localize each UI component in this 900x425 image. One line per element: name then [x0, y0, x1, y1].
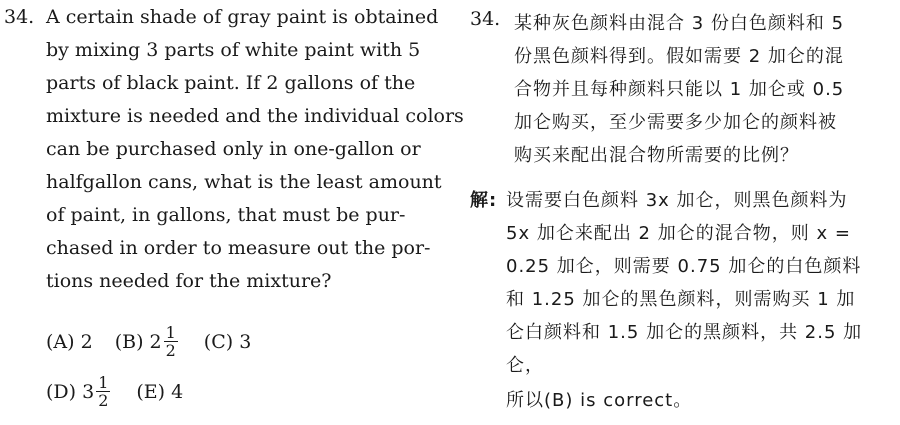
question-number: 34.: [4, 6, 35, 28]
question-line: can be purchased only in one-gallon or: [46, 138, 421, 160]
option-b-prefix: (B) 2: [114, 330, 162, 353]
solution-conclusion: 所以(B) is correct。: [506, 390, 693, 411]
solution-label: 解:: [470, 190, 498, 211]
fraction-denominator: 2: [98, 391, 109, 410]
question-line: chased in order to measure out the por-: [46, 237, 431, 259]
option-d-fraction: [96, 374, 110, 409]
question-line: 某种灰色颜料由混合 3 份白色颜料和 5: [514, 13, 845, 34]
option-d-prefix: (D) 3: [46, 380, 95, 403]
fraction-numerator: 1: [165, 323, 176, 342]
solution-line: 设需要白色颜料 3x 加仑，则黑色颜料为: [506, 190, 848, 211]
question-line: 合物并且每种颜料只能以 1 加仑或 0.5: [514, 79, 845, 100]
answer-options-row-2: [46, 374, 183, 409]
option-c: (C) 3: [203, 330, 252, 353]
question-number: 34.: [470, 8, 501, 30]
solution-line: 0.25 加仑，则需要 0.75 加仑的白色颜料: [506, 256, 862, 277]
question-line: parts of black paint. If 2 gallons of the: [46, 72, 416, 94]
question-line: 加仑购买，至少需要多少加仑的颜料被: [514, 112, 837, 133]
solution-line: 5x 加仑来配出 2 加仑的混合物，则 x =: [506, 223, 851, 244]
question-line: mixture is needed and the individual colors: [46, 105, 464, 127]
answer-options-row-1: [46, 324, 251, 359]
option-b-fraction: [164, 324, 178, 359]
option-a: (A) 2: [46, 330, 93, 353]
fraction-denominator: 2: [165, 341, 176, 360]
question-line: by mixing 3 parts of white paint with 5: [46, 39, 421, 61]
option-e: (E) 4: [136, 380, 184, 403]
question-line: of paint, in gallons, that must be pur-: [46, 204, 406, 226]
question-line: A certain shade of gray paint is obtained: [46, 6, 439, 28]
solution-line: 仑白颜料和 1.5 加仑的黑颜料，共 2.5 加: [506, 322, 863, 343]
solution-line: 仑，: [506, 355, 544, 376]
question-line: halfgallon cans, what is the least amount: [46, 171, 442, 193]
question-line: 购买来配出混合物所需要的比例？: [514, 145, 799, 166]
question-line: 份黑色颜料得到。假如需要 2 加仑的混: [514, 46, 844, 67]
solution-line: 和 1.25 加仑的黑色颜料，则需购买 1 加: [506, 289, 856, 310]
fraction-numerator: 1: [98, 373, 109, 392]
question-line: tions needed for the mixture?: [46, 270, 332, 292]
